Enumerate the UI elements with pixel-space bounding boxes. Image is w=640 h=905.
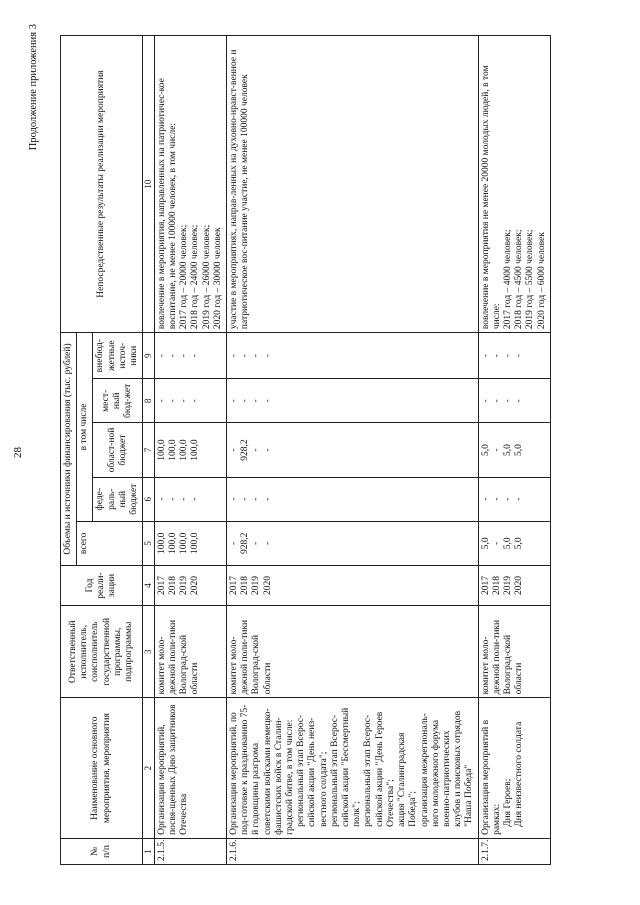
- header-number: № п/п: [61, 838, 143, 864]
- cell-value: -: [491, 399, 502, 403]
- row-number: 2.1.5.: [154, 838, 226, 864]
- cell-value: -: [229, 448, 240, 452]
- federal-cell: [154, 477, 226, 521]
- measure-name: [478, 698, 550, 839]
- results-cell: [154, 36, 226, 333]
- local-cell: [478, 379, 550, 423]
- cell-value: 2020: [190, 576, 201, 596]
- cell-value: -: [240, 354, 251, 358]
- result-line: 2019 год – 26000 человек;: [201, 224, 212, 330]
- cell-value: -: [491, 497, 502, 501]
- regional-cell: [227, 423, 478, 477]
- cell-value: -: [480, 497, 491, 501]
- column-numbers-row: [143, 36, 155, 865]
- measure-name-line: региональный этап Всерос-сийской акции "Бессмертный полк";: [329, 707, 363, 827]
- executor: комитет моло-дежной поли-тики Волоград-ской области: [227, 606, 478, 698]
- header-row-1: [61, 36, 77, 865]
- cell-value: -: [491, 448, 502, 452]
- cell-value: -: [179, 399, 190, 403]
- cell-value: 5,0: [480, 537, 491, 550]
- measure-name-line: организация межрегиональ-ного молодежного форума военно-патриотических клубов и поисковых отрядов "Наша Победа": [419, 710, 475, 827]
- cell-value: 2020: [262, 576, 273, 596]
- cell-value: -: [251, 541, 262, 545]
- cell-value: 100,0: [168, 439, 179, 461]
- cell-value: -: [491, 541, 502, 545]
- cell-value: 100,0: [156, 532, 167, 555]
- header-funding: Объемы и источники финансирования (тыс. рублей): [61, 333, 77, 566]
- cell-value: -: [502, 399, 513, 403]
- cell-value: 5,0: [514, 444, 525, 456]
- cell-value: -: [480, 399, 491, 403]
- local-cell: [227, 379, 478, 423]
- cell-value: -: [190, 497, 201, 501]
- cell-value: -: [190, 354, 201, 358]
- cell-value: -: [262, 399, 273, 403]
- measure-name: [154, 698, 226, 839]
- result-line: 2020 год – 6000 человек: [536, 232, 547, 330]
- cell-value: 100,0: [179, 532, 190, 555]
- header-year: Год реали-зации: [61, 565, 143, 605]
- cell-value: -: [514, 354, 525, 358]
- table-body: [154, 36, 550, 865]
- row-number: 2.1.6.: [227, 838, 478, 864]
- header-executor: Ответственный исполнитель, соисполнитель государственной программы, подпрограммы: [61, 606, 143, 698]
- column-number: 9: [143, 333, 155, 379]
- header-federal: феде-раль-ный бюджет: [93, 477, 143, 521]
- cell-value: 100,0: [190, 439, 201, 461]
- row-number: 2.1.7.: [478, 838, 550, 864]
- result-line: 2018 год – 24000 человек;: [190, 224, 201, 330]
- cell-value: -: [168, 399, 179, 403]
- cell-value: -: [514, 497, 525, 501]
- cell-value: -: [168, 354, 179, 358]
- total-cell: [227, 521, 478, 565]
- cell-value: -: [240, 497, 251, 501]
- cell-value: 928,2: [240, 532, 251, 555]
- result-line: вовлечение в мероприятия не менее 20000 молодых людей, в том числе:: [480, 65, 502, 330]
- measure-name-line: региональный этап Всерос-сийской акции "День неиз-вестного солдата";: [296, 714, 329, 827]
- header-results: Непосредственные результаты реализации мероприятия: [61, 36, 143, 333]
- cell-value: -: [179, 354, 190, 358]
- cell-value: 5,0: [502, 537, 513, 550]
- regional-cell: [154, 423, 226, 477]
- cell-value: -: [251, 354, 262, 358]
- cell-value: 2020: [514, 576, 525, 596]
- cell-value: 2018: [491, 576, 502, 596]
- measure-name-line: Дня Героев;: [502, 778, 513, 827]
- cell-value: 2019: [251, 576, 262, 596]
- extrabudget-cell: [478, 333, 550, 379]
- years-cell: [478, 565, 550, 605]
- cell-value: -: [229, 354, 240, 358]
- cell-value: 5,0: [514, 537, 525, 550]
- cell-value: -: [491, 354, 502, 358]
- cell-value: 2019: [179, 576, 190, 596]
- result-line: вовлечение в мероприятия, направленных на патриотичес-кое воспитание, не менее 100000 человек, в том числе:: [156, 78, 179, 330]
- cell-value: -: [251, 448, 262, 452]
- measure-name-line: региональный этап Всерос-сийской акции "День Героев Отечества";: [363, 711, 396, 827]
- column-number: 5: [143, 521, 155, 565]
- header-regional: област-ной бюджет: [93, 423, 143, 477]
- table-row: [227, 36, 478, 865]
- cell-value: 5,0: [502, 444, 513, 456]
- cell-value: -: [190, 399, 201, 403]
- result-line: 2020 год – 30000 человек: [212, 227, 223, 330]
- cell-value: 928,2: [240, 439, 251, 461]
- cell-value: -: [229, 399, 240, 403]
- table-row: [154, 36, 226, 865]
- column-number: 6: [143, 477, 155, 521]
- cell-value: -: [156, 399, 167, 403]
- table-row: [478, 36, 550, 865]
- column-number: 4: [143, 565, 155, 605]
- cell-value: -: [156, 497, 167, 501]
- cell-value: -: [168, 497, 179, 501]
- cell-value: -: [229, 541, 240, 545]
- cell-value: 2017: [229, 576, 240, 596]
- cell-value: 100,0: [190, 532, 201, 555]
- cell-value: 100,0: [156, 439, 167, 461]
- cell-value: -: [262, 541, 273, 545]
- column-number: 3: [143, 606, 155, 698]
- column-number: 7: [143, 423, 155, 477]
- cell-value: -: [262, 354, 273, 358]
- cell-value: 5,0: [480, 444, 491, 456]
- years-cell: [227, 565, 478, 605]
- column-number: 1: [143, 838, 155, 864]
- header-name: Наименование основного мероприятия, мероприятия: [61, 698, 143, 839]
- years-cell: [154, 565, 226, 605]
- cell-value: 2019: [502, 576, 513, 596]
- cell-value: -: [502, 497, 513, 501]
- measure-name: [227, 698, 478, 839]
- executor: комитет моло-дежной поли-тики Волоград-ской области: [154, 606, 226, 698]
- federal-cell: [478, 477, 550, 521]
- total-cell: [478, 521, 550, 565]
- cell-value: -: [179, 497, 190, 501]
- local-cell: [154, 379, 226, 423]
- header-local: мест-ный бюд-жет: [93, 379, 143, 423]
- result-line: 2018 год – 4500 человек;: [514, 229, 525, 330]
- page-number: 28: [12, 447, 24, 458]
- appendix-note: Продолжение приложения 3: [28, 24, 39, 151]
- result-line: 2017 год – 20000 человек;: [179, 224, 190, 330]
- cell-value: -: [262, 448, 273, 452]
- header-extrabudget: внебюд-жетные источ-ники: [93, 333, 143, 379]
- measure-name-line: Дня неизвестного солдата: [514, 721, 525, 827]
- cell-value: -: [251, 497, 262, 501]
- measure-name-line: Организация мероприятий, по под-готовке к празднованию 75-й годовщины разгрома советскими войсками немецко-фашистских войск в Сталин-градской битве, в том числе:: [229, 704, 296, 835]
- result-line: 2019 год – 5500 человек;: [525, 229, 536, 330]
- cell-value: 100,0: [168, 532, 179, 555]
- federal-cell: [227, 477, 478, 521]
- cell-value: -: [240, 399, 251, 403]
- header-total: всего: [77, 521, 143, 565]
- cell-value: -: [502, 354, 513, 358]
- cell-value: -: [480, 354, 491, 358]
- funding-table: [60, 35, 551, 865]
- total-cell: [154, 521, 226, 565]
- column-number: 2: [143, 698, 155, 839]
- measure-name-line: Организация мероприятий в рамках:: [480, 719, 502, 835]
- extrabudget-cell: [227, 333, 478, 379]
- cell-value: -: [229, 497, 240, 501]
- result-line: участие в мероприятиях, направ-ленных на духовно-нравст-венное и патриотическое вос-питание участие, не менее 100000 человек: [229, 49, 251, 330]
- regional-cell: [478, 423, 550, 477]
- measure-name-line: Организация мероприятий, посвя-щенных Дню защитников Отечества: [156, 704, 190, 835]
- results-cell: [227, 36, 478, 333]
- cell-value: -: [514, 399, 525, 403]
- cell-value: 2018: [168, 576, 179, 596]
- column-number: 10: [143, 36, 155, 333]
- cell-value: 2017: [480, 576, 491, 596]
- cell-value: -: [251, 399, 262, 403]
- column-number: 8: [143, 379, 155, 423]
- results-cell: [478, 36, 550, 333]
- executor: комитет моло-дежной поли-тики Волоград-ской области: [478, 606, 550, 698]
- result-line: 2017 год – 4000 человек;: [502, 229, 513, 330]
- extrabudget-cell: [154, 333, 226, 379]
- measure-name-line: акция "Сталинградская Победа";: [397, 732, 419, 827]
- cell-value: -: [262, 497, 273, 501]
- cell-value: 100,0: [179, 439, 190, 461]
- cell-value: 2017: [156, 576, 167, 596]
- header-including: в том числе: [77, 333, 93, 522]
- cell-value: -: [156, 354, 167, 358]
- cell-value: 2018: [240, 576, 251, 596]
